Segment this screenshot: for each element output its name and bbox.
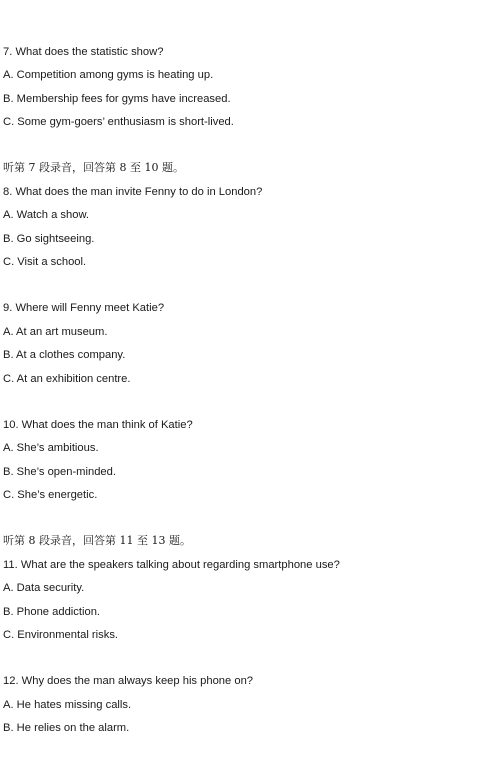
question-12-option-b: B. He relies on the alarm.: [3, 722, 130, 734]
question-9-option-c: C. At an exhibition centre.: [3, 373, 131, 385]
question-7-option-c: C. Some gym-goers’ enthusiasm is short-lived.: [3, 116, 234, 128]
question-11-option-b: B. Phone addiction.: [3, 606, 101, 618]
question-12: 12. Why does the man always keep his phone on?: [3, 675, 254, 687]
question-10: 10. What does the man think of Katie?: [3, 419, 193, 431]
question-7-option-a: A. Competition among gyms is heating up.: [3, 69, 214, 81]
question-12-option-a: A. He hates missing calls.: [3, 699, 132, 711]
question-11: 11. What are the speakers talking about regarding smartphone use?: [3, 559, 340, 571]
question-11-option-a: A. Data security.: [3, 582, 85, 594]
question-10-option-a: A. She’s ambitious.: [3, 442, 99, 454]
question-7-option-b: B. Membership fees for gyms have increased.: [3, 93, 231, 105]
question-9-option-b: B. At a clothes company.: [3, 349, 126, 361]
question-9-option-a: A. At an art museum.: [3, 326, 108, 338]
question-9: 9. Where will Fenny meet Katie?: [3, 302, 165, 314]
section-instruction-7: 听第 7 段录音，回答第 8 至 10 题。: [3, 161, 184, 174]
question-8: 8. What does the man invite Fenny to do in London?: [3, 186, 263, 198]
question-10-option-c: C. She’s energetic.: [3, 489, 98, 501]
question-8-option-c: C. Visit a school.: [3, 256, 87, 268]
question-7: 7. What does the statistic show?: [3, 46, 164, 58]
question-10-option-b: B. She’s open-minded.: [3, 466, 116, 478]
question-8-option-a: A. Watch a show.: [3, 209, 90, 221]
question-8-option-b: B. Go sightseeing.: [3, 233, 95, 245]
section-instruction-8: 听第 8 段录音，回答第 11 至 13 题。: [3, 534, 191, 547]
question-11-option-c: C. Environmental risks.: [3, 629, 119, 641]
